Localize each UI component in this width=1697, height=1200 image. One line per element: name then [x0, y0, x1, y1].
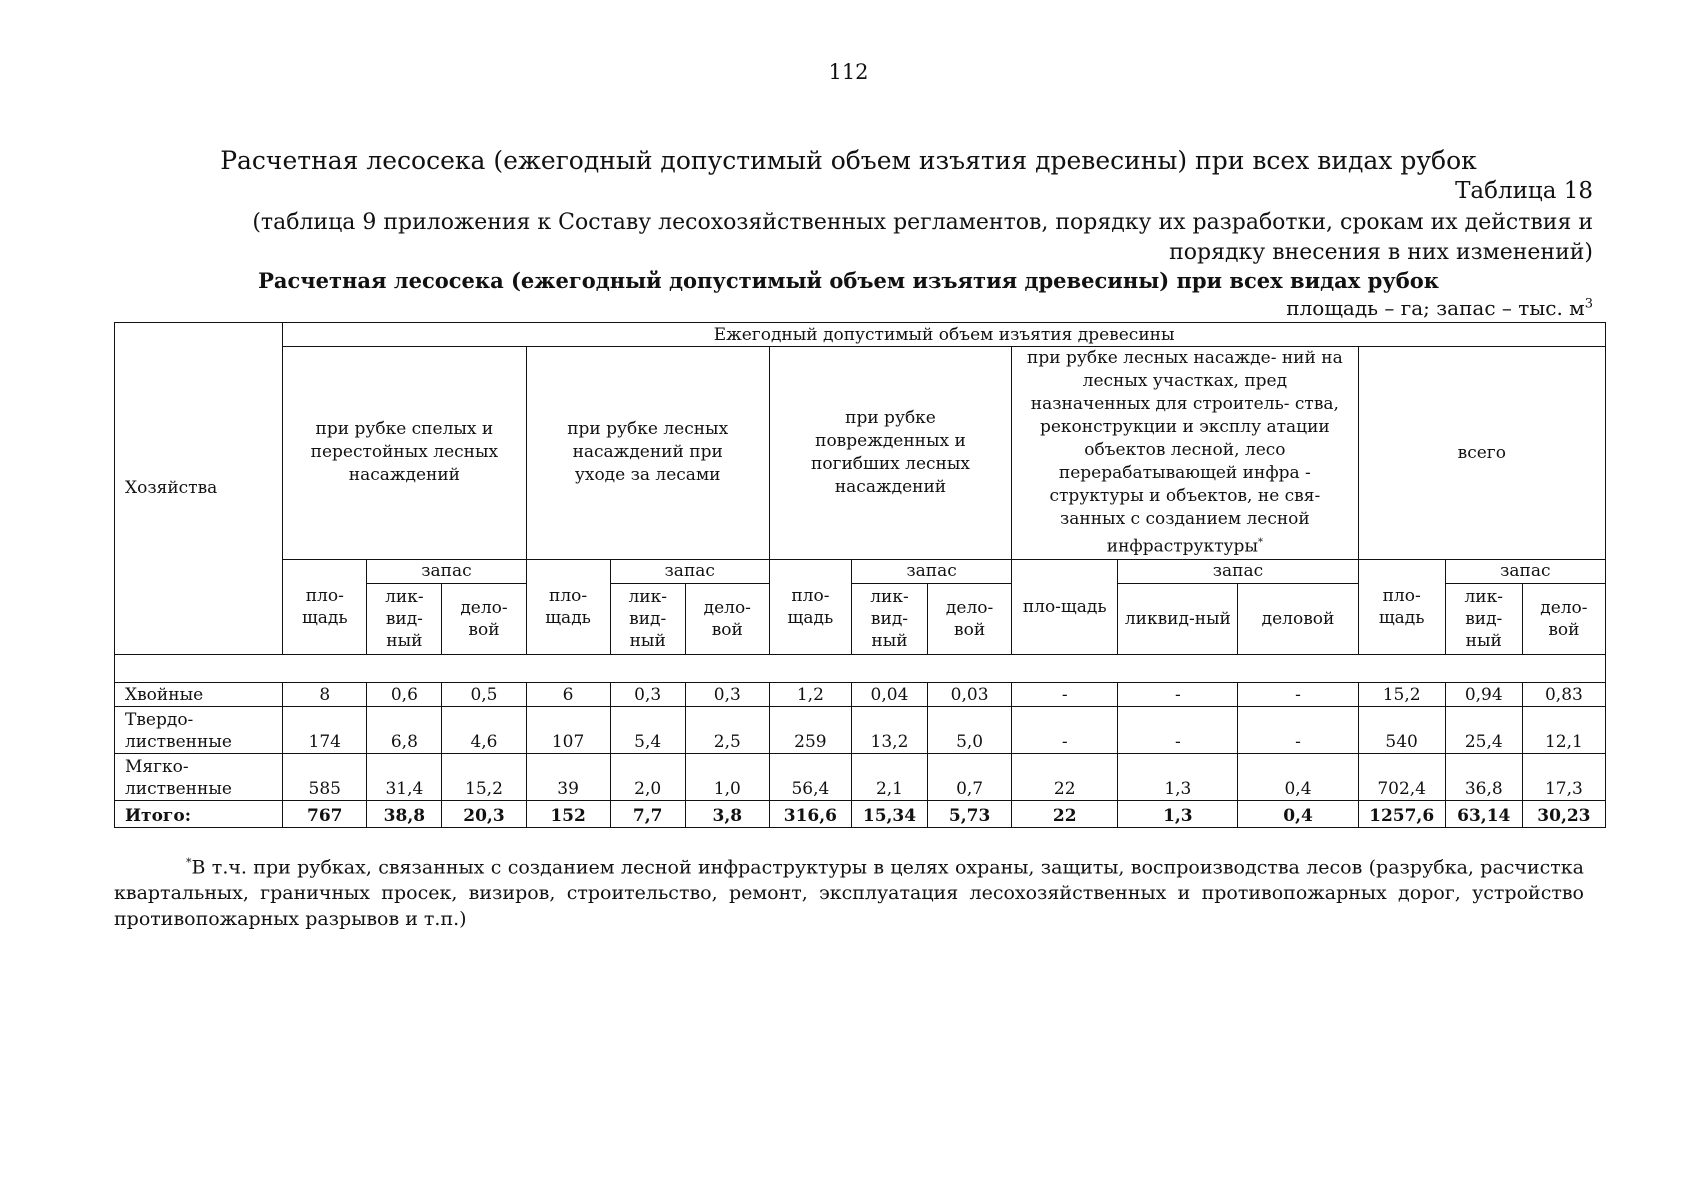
table-cell: 1257,6 [1358, 800, 1445, 827]
table-cell: - [1118, 706, 1238, 753]
table-cell: 15,34 [851, 800, 927, 827]
table-cell: 1,0 [685, 753, 769, 800]
allowable-cut-table [114, 322, 1606, 828]
units-superscript: 3 [1584, 296, 1593, 312]
table-cell: 0,4 [1238, 800, 1358, 827]
table-cell: 3,8 [685, 800, 769, 827]
header-area: пло-щадь [769, 559, 851, 654]
header-row-groups [115, 347, 1606, 560]
header-business: деловой [1238, 583, 1358, 654]
table-cell: - [1118, 682, 1238, 706]
table-cell: 63,14 [1445, 800, 1522, 827]
table-cell: 1,2 [769, 682, 851, 706]
table-cell: 1,3 [1118, 800, 1238, 827]
header-group-total: всего [1358, 347, 1605, 560]
units-text: площадь – га; запас – тыс. м [1286, 296, 1585, 320]
table-cell: 15,2 [1358, 682, 1445, 706]
header-business: дело-вой [928, 583, 1012, 654]
table-cell: 540 [1358, 706, 1445, 753]
table-cell: - [1012, 682, 1118, 706]
table-cell: 36,8 [1445, 753, 1522, 800]
empty-separator-row [115, 654, 1606, 682]
empty-cell [115, 654, 1606, 682]
table-cell: 0,3 [685, 682, 769, 706]
table-cell: 2,1 [851, 753, 927, 800]
table-cell: 702,4 [1358, 753, 1445, 800]
table-cell: 5,4 [610, 706, 685, 753]
page-number: 112 [828, 60, 869, 84]
table-cell: 4,6 [442, 706, 526, 753]
table-cell: 22 [1012, 753, 1118, 800]
table-cell: 152 [526, 800, 610, 827]
table-title: Расчетная лесосека (ежегодный допустимый объем изъятия древесины) при всех видах рубок [258, 268, 1439, 293]
header-group4-text: при рубке лесных насажде- ний на лесных участках, пред назначенных для строитель- ства, реконструкции и эксплу атации объектов лесной, лесо перерабатывающей инфра - структуры и объектов, не свя-занных с созданием лесной инфраструктуры [1027, 348, 1343, 557]
table-cell: 0,83 [1522, 682, 1605, 706]
table-cell: 5,0 [928, 706, 1012, 753]
table-cell: 7,7 [610, 800, 685, 827]
header-main: Ежегодный допустимый объем изъятия древесины [283, 323, 1606, 347]
header-stock: запас [367, 559, 526, 583]
table-cell: 12,1 [1522, 706, 1605, 753]
table-cell: 39 [526, 753, 610, 800]
table-cell: 174 [283, 706, 367, 753]
header-stock: запас [851, 559, 1011, 583]
table-cell: 0,7 [928, 753, 1012, 800]
header-area: пло-щадь [526, 559, 610, 654]
table-cell: 5,73 [928, 800, 1012, 827]
header-stock: запас [610, 559, 769, 583]
table-cell: 316,6 [769, 800, 851, 827]
header-area: пло-щадь [1358, 559, 1445, 654]
table-cell: 2,5 [685, 706, 769, 753]
table-cell: 0,03 [928, 682, 1012, 706]
header-liquid: лик-вид-ный [367, 583, 442, 654]
header-area: пло-щадь [1012, 559, 1118, 654]
header-area: пло-щадь [283, 559, 367, 654]
footnote [114, 850, 1584, 932]
header-group-infrastructure-felling [1012, 347, 1358, 560]
header-business: дело-вой [685, 583, 769, 654]
row-name: Хвойные [115, 682, 283, 706]
header-stock: запас [1118, 559, 1358, 583]
table-cell: 56,4 [769, 753, 851, 800]
header-business: дело-вой [1522, 583, 1605, 654]
row-name: Мягко-лиственные [115, 753, 283, 800]
row-name: Итого: [115, 800, 283, 827]
table-cell: 0,04 [851, 682, 927, 706]
table-row [115, 706, 1606, 753]
table-cell: - [1238, 682, 1358, 706]
table-cell: 0,6 [367, 682, 442, 706]
table-cell: 0,3 [610, 682, 685, 706]
row-name: Твердо-лиственные [115, 706, 283, 753]
table-cell: 259 [769, 706, 851, 753]
header-liquid: ликвид-ный [1118, 583, 1238, 654]
table-reference: (таблица 9 приложения к Составу лесохозяйственных регламентов, порядку их разработки, срокам их действия и порядку внесения в них изменений) [252, 210, 1593, 265]
table-number: Таблица 18 [1455, 178, 1593, 204]
table-cell: 30,23 [1522, 800, 1605, 827]
table-cell: 2,0 [610, 753, 685, 800]
table-cell: 6,8 [367, 706, 442, 753]
table-cell: 25,4 [1445, 706, 1522, 753]
header-stock: запас [1445, 559, 1605, 583]
header-group-care-felling: при рубке лесных насаждений при уходе за лесами [526, 347, 769, 560]
header-liquid: лик-вид-ный [610, 583, 685, 654]
header-liquid: лик-вид-ный [1445, 583, 1522, 654]
table-row [115, 800, 1606, 827]
table-cell: 31,4 [367, 753, 442, 800]
table-cell: - [1012, 706, 1118, 753]
table-cell: 585 [283, 753, 367, 800]
table-cell: 8 [283, 682, 367, 706]
table-cell: 0,94 [1445, 682, 1522, 706]
header-row-stock [115, 559, 1606, 583]
table-cell: 15,2 [442, 753, 526, 800]
table-cell: 107 [526, 706, 610, 753]
footnote-text: В т.ч. при рубках, связанных с созданием лесной инфраструктуры в целях охраны, защиты, воспроизводства лесов (разрубка, расчистка квартальных, граничных просек, визиров, строительство, ремонт, эксплуатация лесохозяйственных и противопожарных дорог, устройство противопожарных разрывов и т.п.) [114, 856, 1584, 931]
header-row-main [115, 323, 1606, 347]
table-row [115, 682, 1606, 706]
footnote-star: * [186, 856, 192, 869]
table-cell: 767 [283, 800, 367, 827]
table-cell: 13,2 [851, 706, 927, 753]
table-cell: 20,3 [442, 800, 526, 827]
table-cell: 22 [1012, 800, 1118, 827]
units-note [1286, 296, 1593, 320]
table-cell: 38,8 [367, 800, 442, 827]
table-cell: 1,3 [1118, 753, 1238, 800]
header-liquid: лик-вид-ный [851, 583, 927, 654]
footnote-marker: * [1257, 537, 1263, 548]
table-cell: 6 [526, 682, 610, 706]
header-business: дело-вой [442, 583, 526, 654]
table-row [115, 753, 1606, 800]
header-farms: Хозяйства [115, 323, 283, 655]
header-group-damaged-felling: при рубке поврежденных и погибших лесных насаждений [769, 347, 1011, 560]
table-cell: 17,3 [1522, 753, 1605, 800]
header-group-mature-felling: при рубке спелых и перестойных лесных насаждений [283, 347, 526, 560]
table-cell: - [1238, 706, 1358, 753]
table-cell: 0,5 [442, 682, 526, 706]
page-title: Расчетная лесосека (ежегодный допустимый объем изъятия древесины) при всех видах рубок [220, 146, 1477, 175]
table-cell: 0,4 [1238, 753, 1358, 800]
